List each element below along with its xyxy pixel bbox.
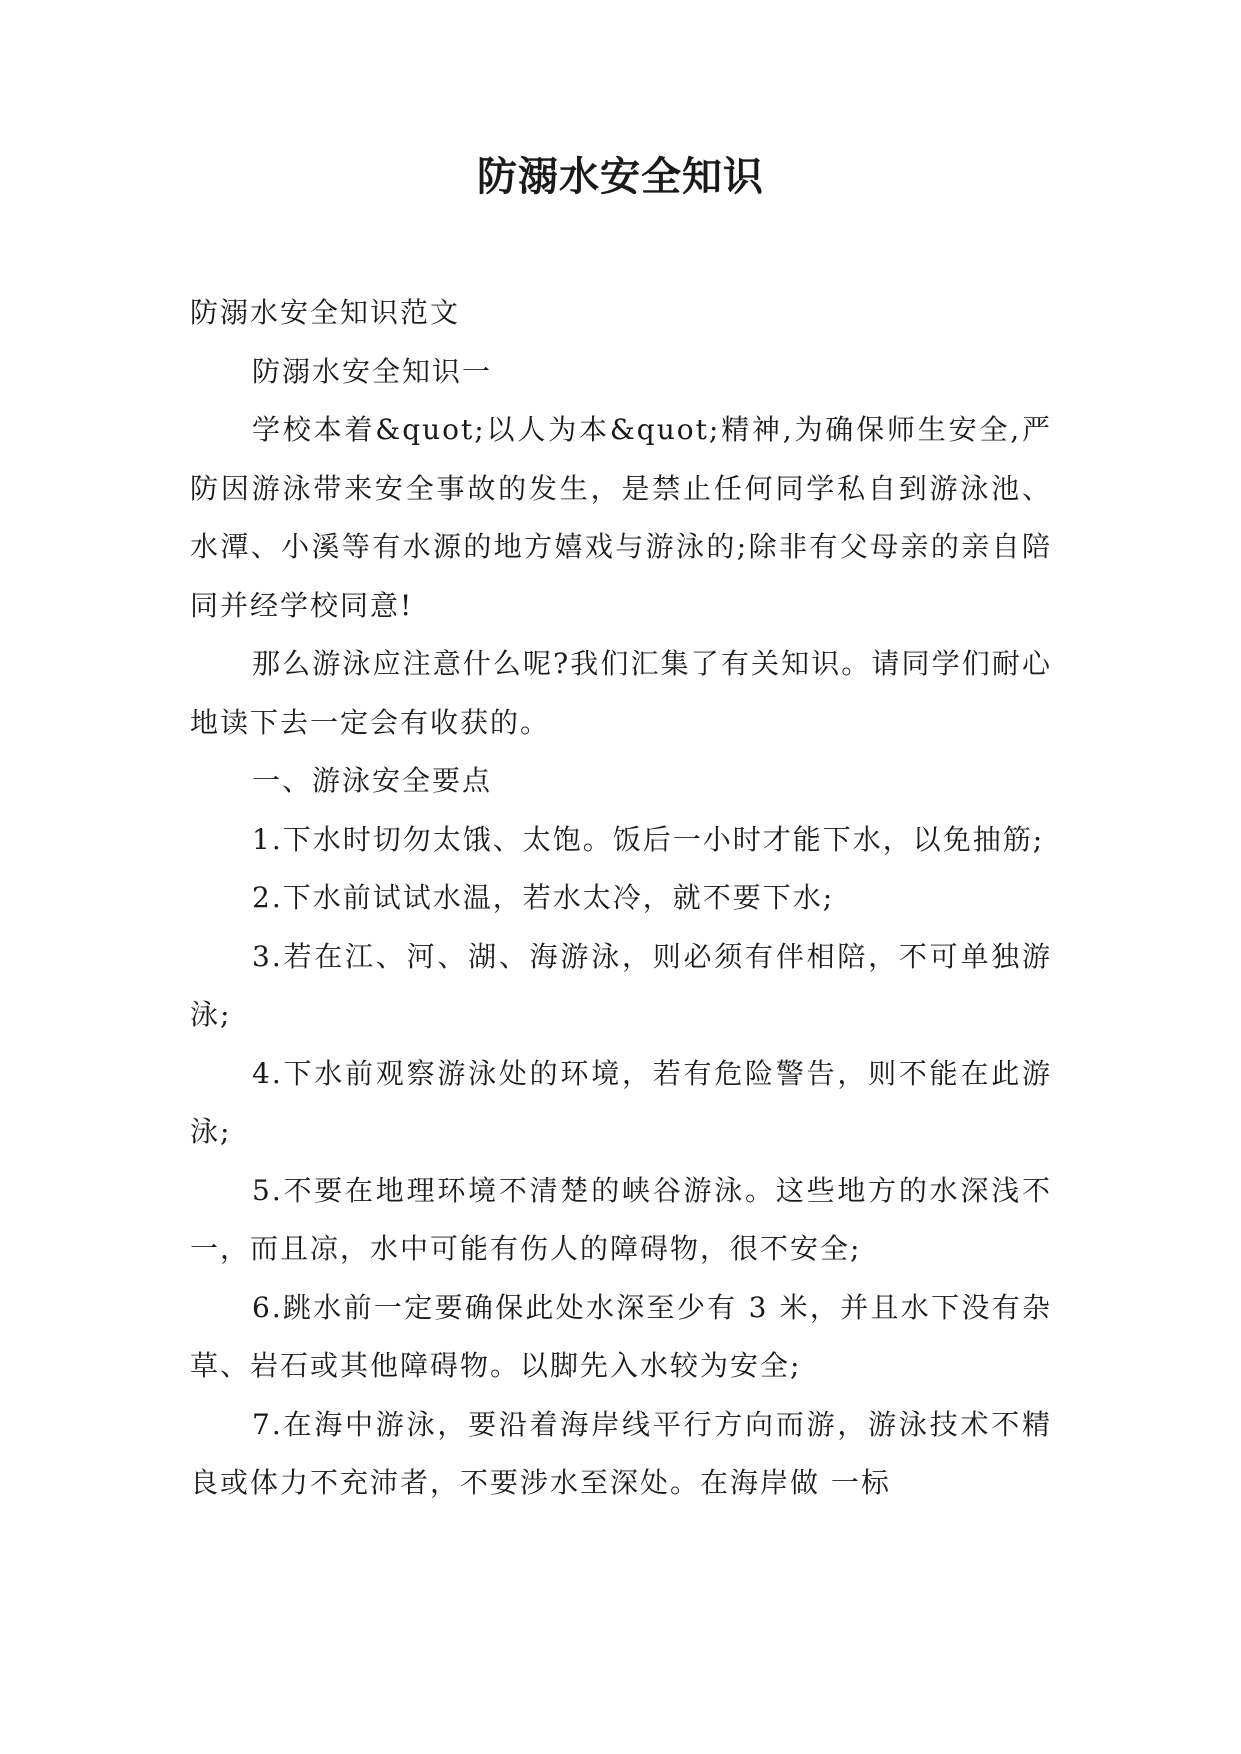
paragraph: 学校本着&quot;以人为本&quot;精神,为确保师生安全,严防因游泳带来安全事故的发生，是禁止任何同学私自到游泳池、水潭、小溪等有水源的地方嬉戏与游泳的;除非有父母亲的亲自陪同并经学校同意! <box>190 413 1052 622</box>
paragraph: 那么游泳应注意什么呢?我们汇集了有关知识。请同学们耐心地读下去一定会有收获的。 <box>190 647 1052 739</box>
section-heading: 防溺水安全知识一 <box>252 354 493 388</box>
list-item: 5.不要在地理环境不清楚的峡谷游泳。这些地方的水深浅不一，而且凉，水中可能有伤人的障碍物，很不安全; <box>190 1173 1052 1265</box>
list-item: 7.在海中游泳，要沿着海岸线平行方向而游，游泳技术不精良或体力不充沛者，不要涉水至深处。在海岸做 一标 <box>190 1407 1052 1499</box>
document-body <box>190 284 1052 1513</box>
list-item: 4.下水前观察游泳处的环境，若有危险警告，则不能在此游泳; <box>190 1056 1052 1148</box>
list-item: 2.下水前试试水温，若水太冷，就不要下水; <box>252 881 835 914</box>
section-heading: 一、游泳安全要点 <box>252 764 493 797</box>
list-item: 1.下水时切勿太饿、太饱。饭后一小时才能下水，以免抽筋; <box>252 822 1045 856</box>
list-item: 3.若在江、河、湖、海游泳，则必须有伴相陪，不可单独游泳; <box>190 939 1052 1031</box>
list-item: 6.跳水前一定要确保此处水深至少有 3 米，并且水下没有杂草、岩石或其他障碍物。以脚先入水较为安全; <box>190 1290 1052 1382</box>
document-title: 防溺水安全知识 <box>477 153 764 200</box>
document-subtitle: 防溺水安全知识范文 <box>190 296 461 329</box>
